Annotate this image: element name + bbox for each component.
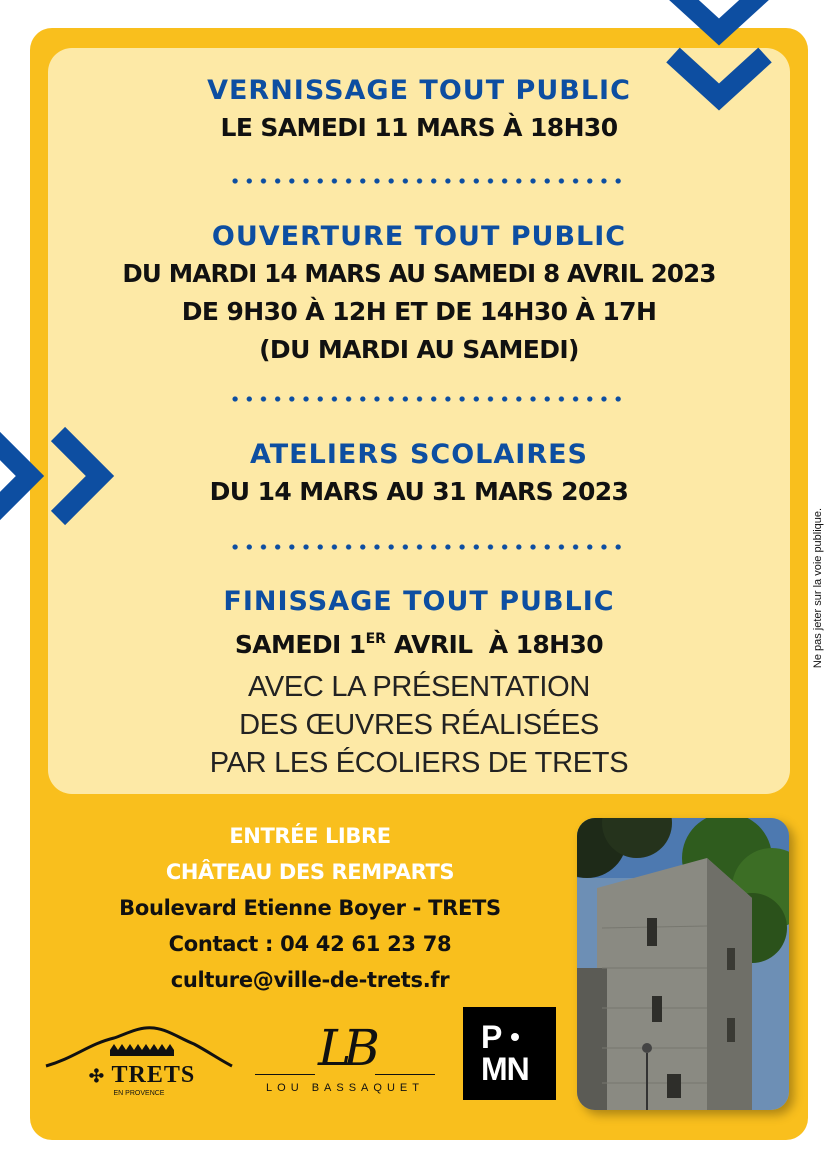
finissage-desc-3: PAR LES ÉCOLIERS DE TRETS [209, 747, 629, 779]
ateliers-dates: DU 14 MARS AU 31 MARS 2023 [209, 477, 629, 506]
ouverture-dates: DU MARDI 14 MARS AU SAMEDI 8 AVRIL 2023 [122, 259, 716, 288]
contact-phone: Contact : 04 42 61 23 78 [168, 932, 452, 956]
address-text: Boulevard Etienne Boyer - TRETS [119, 896, 501, 920]
lou-text: LOU BASSAQUET [266, 1082, 424, 1094]
vernissage-section [48, 73, 790, 147]
finissage-date-sup: ER [365, 631, 386, 647]
ateliers-section [48, 437, 790, 511]
ouverture-hours: DE 9H30 À 12H ET DE 14H30 À 17H [181, 297, 657, 326]
trets-logo [44, 1022, 234, 1102]
pmn-logo-bottom: MN [481, 1051, 529, 1087]
logo-rule [255, 1074, 315, 1075]
side-note: Ne pas jeter sur la voie publique. [812, 507, 824, 669]
ouverture-days: (DU MARDI AU SAMEDI) [259, 335, 579, 364]
practical-info [60, 818, 560, 998]
castle-photo [577, 818, 789, 1110]
ouverture-section [48, 219, 790, 369]
ateliers-title: ATELIERS SCOLAIRES [249, 439, 589, 470]
castle-illustration [577, 818, 789, 1110]
vernissage-date: LE SAMEDI 11 MARS À 18H30 [220, 113, 618, 142]
trets-logo-name: TRETS [111, 1062, 196, 1088]
finissage-desc-1: AVEC LA PRÉSENTATION [247, 671, 591, 703]
finissage-title: FINISSAGE TOUT PUBLIC [223, 586, 615, 617]
entry-label: ENTRÉE LIBRE [229, 824, 391, 848]
lou-monogram: LB [318, 1019, 372, 1077]
dotted-divider [228, 178, 624, 184]
finissage-date [48, 620, 790, 664]
pmn-logo-top: P [481, 1019, 503, 1055]
pmn-logo [463, 1007, 556, 1100]
finissage-date-suffix: AVRIL À 18H30 [385, 630, 604, 659]
finissage-section [48, 584, 790, 782]
logo-rule [375, 1074, 435, 1075]
trets-logo-sub: EN PROVENCE [113, 1090, 165, 1097]
pmn-dot [511, 1033, 519, 1041]
dotted-divider [228, 544, 624, 550]
vernissage-title: VERNISSAGE TOUT PUBLIC [207, 75, 631, 106]
contact-email[interactable]: culture@ville-de-trets.fr [170, 968, 450, 992]
dotted-divider [228, 396, 624, 402]
trets-mark-icon: ✣ [88, 1066, 105, 1086]
finissage-desc-2: DES ŒUVRES RÉALISÉES [239, 709, 599, 741]
ouverture-title: OUVERTURE TOUT PUBLIC [211, 221, 627, 252]
lou-bassaquet-logo [245, 1018, 445, 1102]
finissage-date-prefix: SAMEDI 1 [234, 630, 366, 659]
venue-name: CHÂTEAU DES REMPARTS [165, 860, 455, 884]
